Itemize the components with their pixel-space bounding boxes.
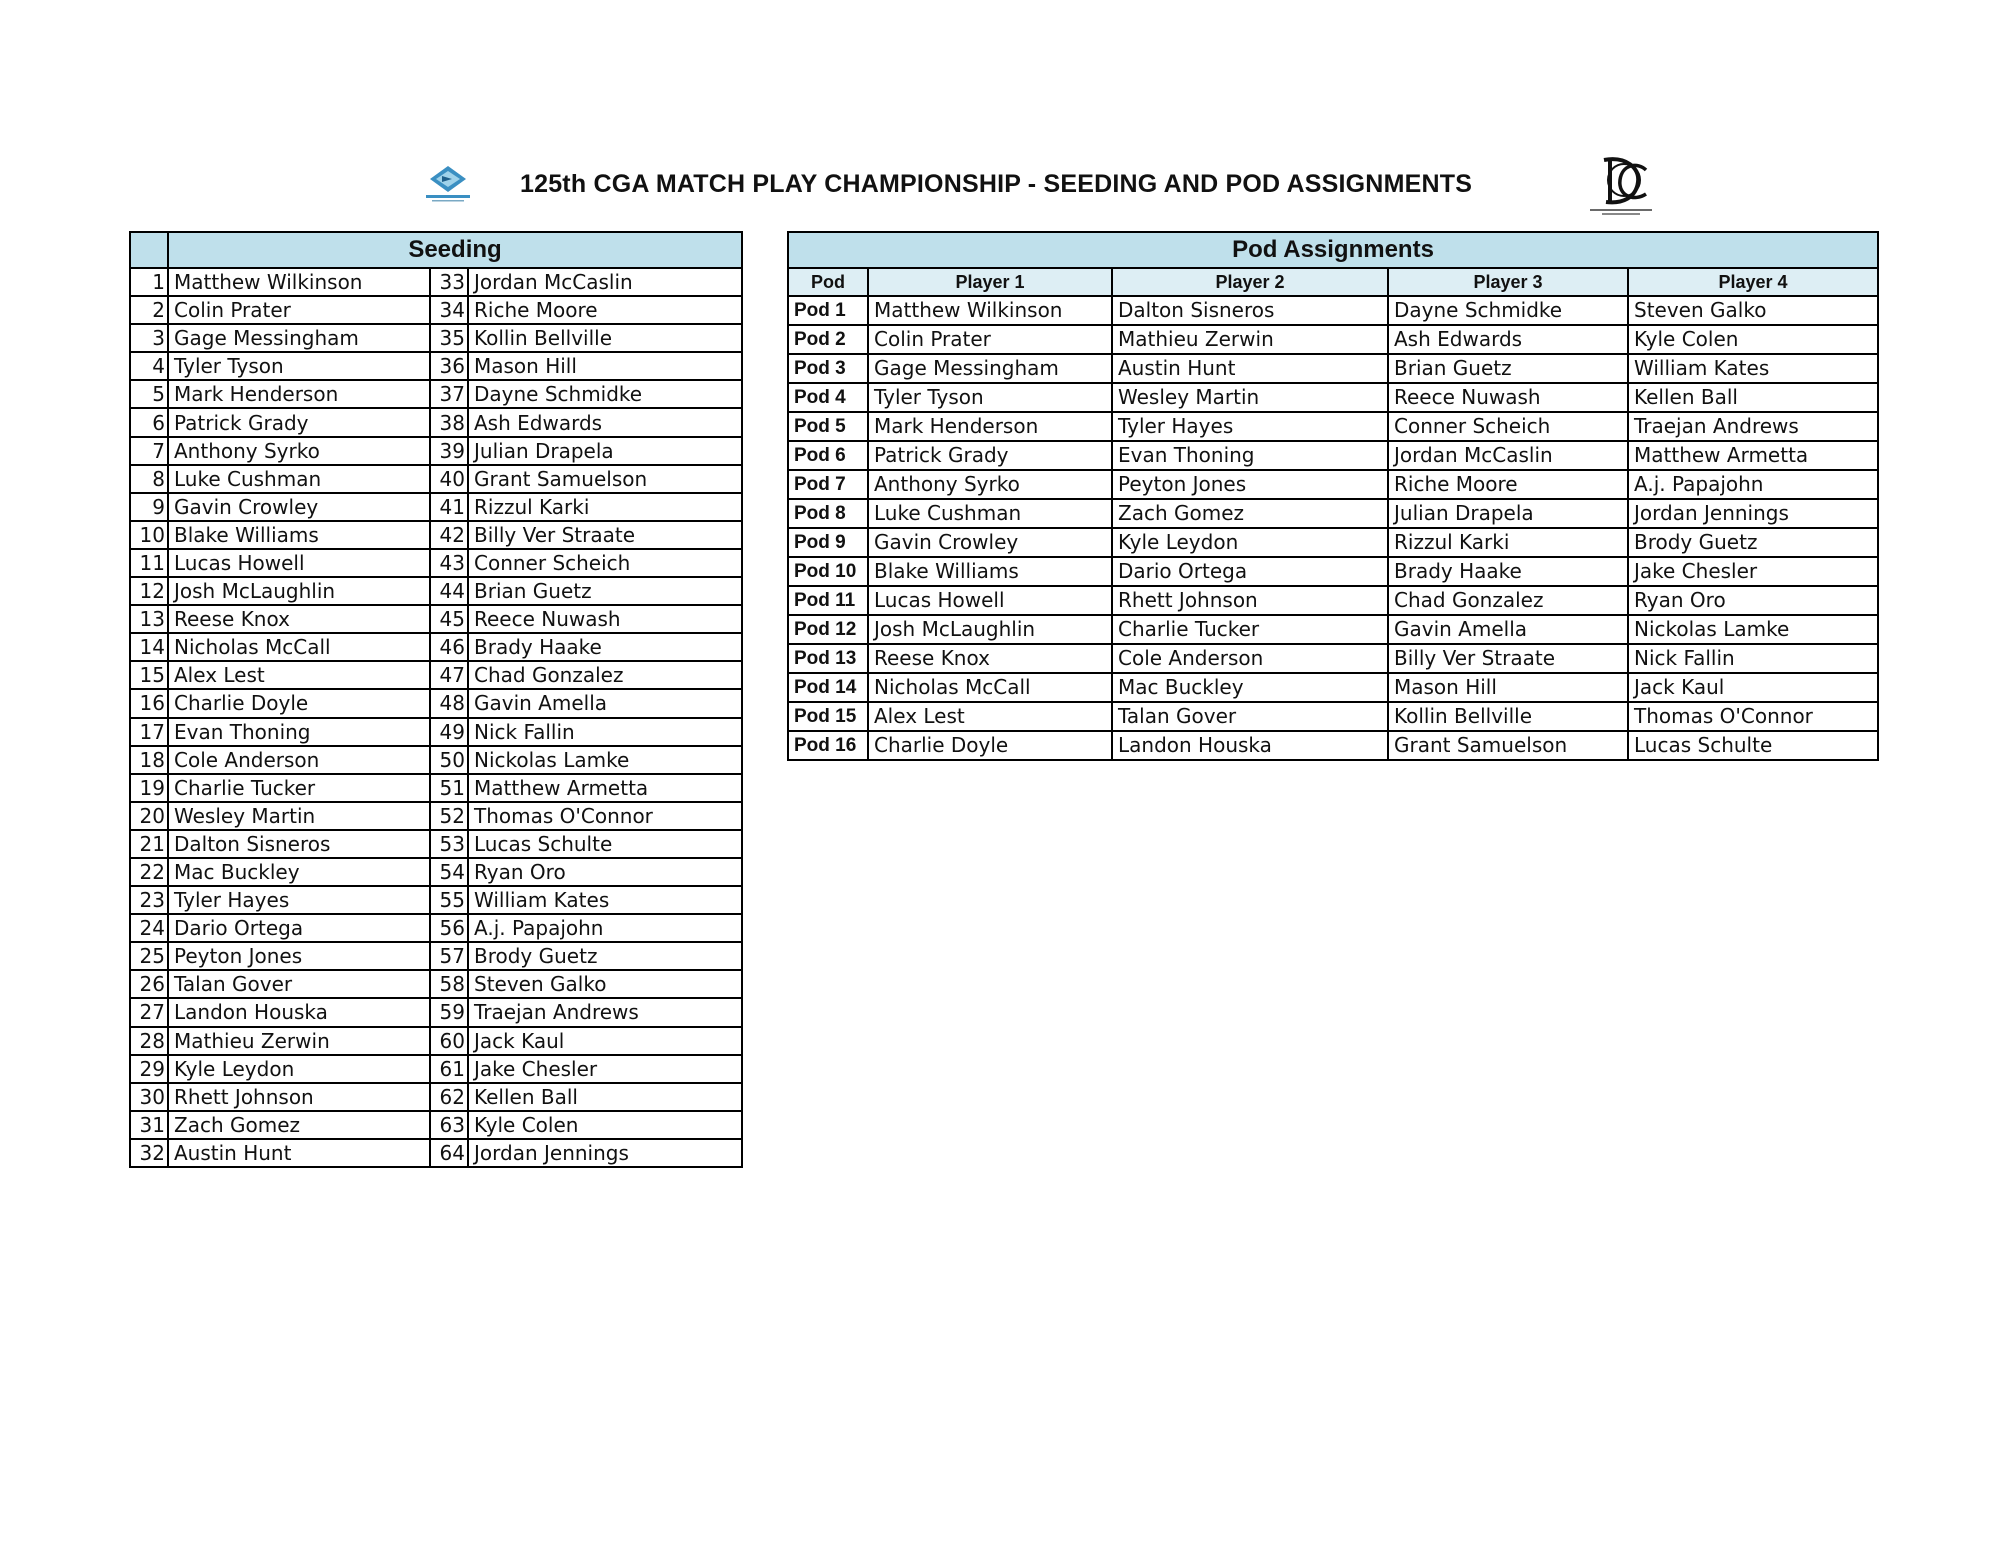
pod-name: Pod 9 [788, 528, 868, 557]
cga-diamond-logo-icon [422, 164, 474, 204]
seed-player-name: Mathieu Zerwin [168, 1027, 430, 1055]
pod-row [788, 354, 1878, 383]
seed-player-name: Gavin Crowley [168, 493, 430, 521]
seed-number: 32 [130, 1139, 168, 1167]
seed-number: 31 [130, 1111, 168, 1139]
pod-row [788, 702, 1878, 731]
seed-number: 46 [430, 633, 468, 661]
seeding-row [130, 774, 742, 802]
pod-player-name: Reese Knox [868, 644, 1112, 673]
seed-number: 15 [130, 661, 168, 689]
pod-player-name: Gavin Crowley [868, 528, 1112, 557]
seed-player-name: Austin Hunt [168, 1139, 430, 1167]
seed-player-name: Mason Hill [468, 352, 742, 380]
seeding-row [130, 998, 742, 1026]
pod-name: Pod 1 [788, 296, 868, 325]
seed-player-name: Jake Chesler [468, 1055, 742, 1083]
pod-player-name: Anthony Syrko [868, 470, 1112, 499]
seed-player-name: Charlie Doyle [168, 689, 430, 717]
seeding-row [130, 380, 742, 408]
pod-player-name: Colin Prater [868, 325, 1112, 354]
seed-number: 57 [430, 942, 468, 970]
pod-row [788, 673, 1878, 702]
seeding-row [130, 886, 742, 914]
seed-player-name: Alex Lest [168, 661, 430, 689]
pod-player-name: Dayne Schmidke [1388, 296, 1628, 325]
seed-player-name: Tyler Tyson [168, 352, 430, 380]
pod-name: Pod 8 [788, 499, 868, 528]
pod-name: Pod 14 [788, 673, 868, 702]
pod-row [788, 412, 1878, 441]
seed-player-name: Colin Prater [168, 296, 430, 324]
pod-player-name: Lucas Schulte [1628, 731, 1878, 760]
pod-player-name: Kollin Bellville [1388, 702, 1628, 731]
seed-player-name: A.j. Papajohn [468, 914, 742, 942]
seeding-row [130, 914, 742, 942]
seed-player-name: Gavin Amella [468, 689, 742, 717]
seed-player-name: William Kates [468, 886, 742, 914]
seed-player-name: Chad Gonzalez [468, 661, 742, 689]
pod-name: Pod 7 [788, 470, 868, 499]
seed-number: 39 [430, 437, 468, 465]
pod-player-name: Chad Gonzalez [1388, 586, 1628, 615]
seed-player-name: Matthew Armetta [468, 774, 742, 802]
seed-player-name: Steven Galko [468, 970, 742, 998]
pod-player-name: Charlie Tucker [1112, 615, 1388, 644]
pod-name: Pod 13 [788, 644, 868, 673]
pod-column-header: Player 3 [1388, 268, 1628, 296]
pod-player-name: Jack Kaul [1628, 673, 1878, 702]
seed-player-name: Anthony Syrko [168, 437, 430, 465]
pod-name: Pod 5 [788, 412, 868, 441]
seed-number: 16 [130, 689, 168, 717]
pod-name: Pod 16 [788, 731, 868, 760]
pod-row [788, 586, 1878, 615]
pod-player-name: Traejan Andrews [1628, 412, 1878, 441]
pod-player-name: Mason Hill [1388, 673, 1628, 702]
seed-player-name: Nick Fallin [468, 718, 742, 746]
seed-number: 56 [430, 914, 468, 942]
pod-player-name: Matthew Wilkinson [868, 296, 1112, 325]
seed-number: 45 [430, 605, 468, 633]
pod-column-header: Pod [788, 268, 868, 296]
seeding-heading: Seeding [168, 232, 742, 268]
pod-name: Pod 2 [788, 325, 868, 354]
pod-player-name: Jordan Jennings [1628, 499, 1878, 528]
seed-player-name: Lucas Howell [168, 549, 430, 577]
pod-player-name: Charlie Doyle [868, 731, 1112, 760]
seed-player-name: Tyler Hayes [168, 886, 430, 914]
seed-number: 1 [130, 268, 168, 296]
pod-player-name: Kellen Ball [1628, 383, 1878, 412]
pod-player-name: Evan Thoning [1112, 441, 1388, 470]
seed-number: 35 [430, 324, 468, 352]
seed-number: 2 [130, 296, 168, 324]
seed-number: 7 [130, 437, 168, 465]
seed-player-name: Kollin Bellville [468, 324, 742, 352]
pod-name: Pod 11 [788, 586, 868, 615]
seed-number: 47 [430, 661, 468, 689]
pod-player-name: Riche Moore [1388, 470, 1628, 499]
seed-player-name: Peyton Jones [168, 942, 430, 970]
seed-player-name: Grant Samuelson [468, 465, 742, 493]
seeding-row [130, 689, 742, 717]
seed-player-name: Thomas O'Connor [468, 802, 742, 830]
pod-assignments-heading: Pod Assignments [788, 232, 1878, 268]
pod-player-name: Rizzul Karki [1388, 528, 1628, 557]
seed-number: 3 [130, 324, 168, 352]
seed-number: 43 [430, 549, 468, 577]
pod-player-name: Mac Buckley [1112, 673, 1388, 702]
pod-player-name: Brady Haake [1388, 557, 1628, 586]
pod-player-name: Lucas Howell [868, 586, 1112, 615]
seed-player-name: Brady Haake [468, 633, 742, 661]
seed-player-name: Landon Houska [168, 998, 430, 1026]
pod-row [788, 644, 1878, 673]
pod-player-name: Grant Samuelson [1388, 731, 1628, 760]
seed-player-name: Conner Scheich [468, 549, 742, 577]
pod-player-name: William Kates [1628, 354, 1878, 383]
pod-player-name: Brody Guetz [1628, 528, 1878, 557]
pod-player-name: Luke Cushman [868, 499, 1112, 528]
seed-player-name: Jack Kaul [468, 1027, 742, 1055]
pod-name: Pod 15 [788, 702, 868, 731]
seed-number: 23 [130, 886, 168, 914]
pod-row [788, 499, 1878, 528]
seed-player-name: Brody Guetz [468, 942, 742, 970]
pod-player-name: Rhett Johnson [1112, 586, 1388, 615]
pod-name: Pod 6 [788, 441, 868, 470]
seeding-row [130, 830, 742, 858]
pod-player-name: Jordan McCaslin [1388, 441, 1628, 470]
seed-player-name: Ash Edwards [468, 408, 742, 436]
pod-player-name: Austin Hunt [1112, 354, 1388, 383]
seeding-row [130, 970, 742, 998]
seed-number: 17 [130, 718, 168, 746]
seeding-row [130, 324, 742, 352]
seed-number: 5 [130, 380, 168, 408]
seed-player-name: Julian Drapela [468, 437, 742, 465]
seed-number: 19 [130, 774, 168, 802]
pod-row [788, 296, 1878, 325]
seed-number: 20 [130, 802, 168, 830]
pod-row [788, 325, 1878, 354]
pod-player-name: Nickolas Lamke [1628, 615, 1878, 644]
seed-number: 9 [130, 493, 168, 521]
pod-player-name: Talan Gover [1112, 702, 1388, 731]
seed-number: 60 [430, 1027, 468, 1055]
seeding-row [130, 1139, 742, 1167]
seed-number: 29 [130, 1055, 168, 1083]
pod-player-name: Kyle Leydon [1112, 528, 1388, 557]
pod-player-name: Gavin Amella [1388, 615, 1628, 644]
pod-player-name: Reece Nuwash [1388, 383, 1628, 412]
seeding-row [130, 268, 742, 296]
seed-player-name: Dalton Sisneros [168, 830, 430, 858]
pod-name: Pod 3 [788, 354, 868, 383]
seeding-row [130, 549, 742, 577]
seed-number: 52 [430, 802, 468, 830]
seed-player-name: Mac Buckley [168, 858, 430, 886]
pod-column-header: Player 1 [868, 268, 1112, 296]
seed-player-name: Kyle Leydon [168, 1055, 430, 1083]
seed-number: 38 [430, 408, 468, 436]
seed-player-name: Kyle Colen [468, 1111, 742, 1139]
pod-player-name: Josh McLaughlin [868, 615, 1112, 644]
pod-player-name: Julian Drapela [1388, 499, 1628, 528]
seed-player-name: Matthew Wilkinson [168, 268, 430, 296]
pod-row [788, 470, 1878, 499]
seeding-row [130, 408, 742, 436]
pod-name: Pod 12 [788, 615, 868, 644]
seeding-row [130, 1111, 742, 1139]
seed-number: 33 [430, 268, 468, 296]
seeding-row [130, 942, 742, 970]
seed-number: 63 [430, 1111, 468, 1139]
seeding-row [130, 493, 742, 521]
pod-player-name: Thomas O'Connor [1628, 702, 1878, 731]
seed-number: 64 [430, 1139, 468, 1167]
seed-player-name: Josh McLaughlin [168, 577, 430, 605]
pod-row [788, 528, 1878, 557]
seed-number: 51 [430, 774, 468, 802]
seeding-row [130, 352, 742, 380]
page-title: 125th CGA MATCH PLAY CHAMPIONSHIP - SEEDING AND POD ASSIGNMENTS [520, 170, 1473, 198]
seed-number: 58 [430, 970, 468, 998]
pod-row [788, 557, 1878, 586]
seed-player-name: Wesley Martin [168, 802, 430, 830]
pod-player-name: Conner Scheich [1388, 412, 1628, 441]
seed-number: 21 [130, 830, 168, 858]
seed-number: 6 [130, 408, 168, 436]
pod-player-name: Ash Edwards [1388, 325, 1628, 354]
pod-player-name: Kyle Colen [1628, 325, 1878, 354]
seeding-table [129, 231, 743, 1168]
pod-player-name: A.j. Papajohn [1628, 470, 1878, 499]
seed-number: 62 [430, 1083, 468, 1111]
seeding-row [130, 296, 742, 324]
seed-player-name: Charlie Tucker [168, 774, 430, 802]
pod-player-name: Steven Galko [1628, 296, 1878, 325]
seed-player-name: Luke Cushman [168, 465, 430, 493]
pod-player-name: Dalton Sisneros [1112, 296, 1388, 325]
pod-player-name: Landon Houska [1112, 731, 1388, 760]
pod-player-name: Matthew Armetta [1628, 441, 1878, 470]
pod-player-name: Dario Ortega [1112, 557, 1388, 586]
seed-player-name: Rizzul Karki [468, 493, 742, 521]
seed-player-name: Lucas Schulte [468, 830, 742, 858]
seed-player-name: Brian Guetz [468, 577, 742, 605]
pod-player-name: Alex Lest [868, 702, 1112, 731]
seed-number: 50 [430, 746, 468, 774]
seed-player-name: Evan Thoning [168, 718, 430, 746]
pod-player-name: Mark Henderson [868, 412, 1112, 441]
seed-number: 61 [430, 1055, 468, 1083]
pod-player-name: Peyton Jones [1112, 470, 1388, 499]
pod-player-name: Ryan Oro [1628, 586, 1878, 615]
seeding-corner-cell [130, 232, 168, 268]
pod-player-name: Tyler Hayes [1112, 412, 1388, 441]
pod-row [788, 731, 1878, 760]
seeding-row [130, 465, 742, 493]
seed-player-name: Gage Messingham [168, 324, 430, 352]
seed-number: 22 [130, 858, 168, 886]
seed-number: 36 [430, 352, 468, 380]
seed-number: 30 [130, 1083, 168, 1111]
seeding-row [130, 577, 742, 605]
seed-number: 12 [130, 577, 168, 605]
seeding-row [130, 1083, 742, 1111]
pod-player-name: Tyler Tyson [868, 383, 1112, 412]
seed-player-name: Cole Anderson [168, 746, 430, 774]
seed-number: 42 [430, 521, 468, 549]
pod-player-name: Blake Williams [868, 557, 1112, 586]
seeding-row [130, 633, 742, 661]
seed-player-name: Rhett Johnson [168, 1083, 430, 1111]
seed-player-name: Riche Moore [468, 296, 742, 324]
pod-row [788, 615, 1878, 644]
seed-number: 18 [130, 746, 168, 774]
seed-number: 27 [130, 998, 168, 1026]
pod-player-name: Billy Ver Straate [1388, 644, 1628, 673]
seed-player-name: Blake Williams [168, 521, 430, 549]
seed-player-name: Mark Henderson [168, 380, 430, 408]
seeding-row [130, 858, 742, 886]
seed-player-name: Ryan Oro [468, 858, 742, 886]
seed-number: 10 [130, 521, 168, 549]
seed-number: 13 [130, 605, 168, 633]
seed-number: 55 [430, 886, 468, 914]
seed-number: 40 [430, 465, 468, 493]
seed-number: 14 [130, 633, 168, 661]
seeding-row [130, 605, 742, 633]
seed-number: 41 [430, 493, 468, 521]
dc-monogram-logo-icon [1582, 152, 1660, 218]
seed-number: 8 [130, 465, 168, 493]
seed-number: 4 [130, 352, 168, 380]
seeding-row [130, 437, 742, 465]
seed-player-name: Kellen Ball [468, 1083, 742, 1111]
seed-player-name: Jordan Jennings [468, 1139, 742, 1167]
pod-row [788, 441, 1878, 470]
seed-player-name: Dayne Schmidke [468, 380, 742, 408]
seed-player-name: Nickolas Lamke [468, 746, 742, 774]
seed-player-name: Patrick Grady [168, 408, 430, 436]
seeding-row [130, 1055, 742, 1083]
seed-number: 34 [430, 296, 468, 324]
seed-number: 25 [130, 942, 168, 970]
seed-player-name: Zach Gomez [168, 1111, 430, 1139]
seeding-row [130, 746, 742, 774]
pod-player-name: Nick Fallin [1628, 644, 1878, 673]
seed-number: 44 [430, 577, 468, 605]
seed-player-name: Traejan Andrews [468, 998, 742, 1026]
seed-player-name: Jordan McCaslin [468, 268, 742, 296]
seed-player-name: Billy Ver Straate [468, 521, 742, 549]
pod-player-name: Jake Chesler [1628, 557, 1878, 586]
seed-number: 54 [430, 858, 468, 886]
seeding-row [130, 802, 742, 830]
pod-player-name: Gage Messingham [868, 354, 1112, 383]
seed-player-name: Reese Knox [168, 605, 430, 633]
seeding-row [130, 661, 742, 689]
seed-player-name: Talan Gover [168, 970, 430, 998]
document-header [0, 160, 1999, 220]
pod-player-name: Cole Anderson [1112, 644, 1388, 673]
seeding-row [130, 521, 742, 549]
seed-number: 48 [430, 689, 468, 717]
pod-player-name: Nicholas McCall [868, 673, 1112, 702]
pod-column-header: Player 2 [1112, 268, 1388, 296]
pod-column-header: Player 4 [1628, 268, 1878, 296]
pod-name: Pod 4 [788, 383, 868, 412]
seed-number: 26 [130, 970, 168, 998]
seeding-row [130, 1027, 742, 1055]
pod-player-name: Patrick Grady [868, 441, 1112, 470]
seeding-row [130, 718, 742, 746]
seed-player-name: Reece Nuwash [468, 605, 742, 633]
seed-number: 11 [130, 549, 168, 577]
pod-name: Pod 10 [788, 557, 868, 586]
seed-number: 59 [430, 998, 468, 1026]
seed-player-name: Dario Ortega [168, 914, 430, 942]
pod-player-name: Mathieu Zerwin [1112, 325, 1388, 354]
seed-number: 37 [430, 380, 468, 408]
seed-number: 24 [130, 914, 168, 942]
seed-number: 28 [130, 1027, 168, 1055]
pod-assignments-table [787, 231, 1879, 761]
pod-row [788, 383, 1878, 412]
pod-player-name: Zach Gomez [1112, 499, 1388, 528]
seed-player-name: Nicholas McCall [168, 633, 430, 661]
seed-number: 53 [430, 830, 468, 858]
seed-number: 49 [430, 718, 468, 746]
pod-player-name: Brian Guetz [1388, 354, 1628, 383]
pod-player-name: Wesley Martin [1112, 383, 1388, 412]
